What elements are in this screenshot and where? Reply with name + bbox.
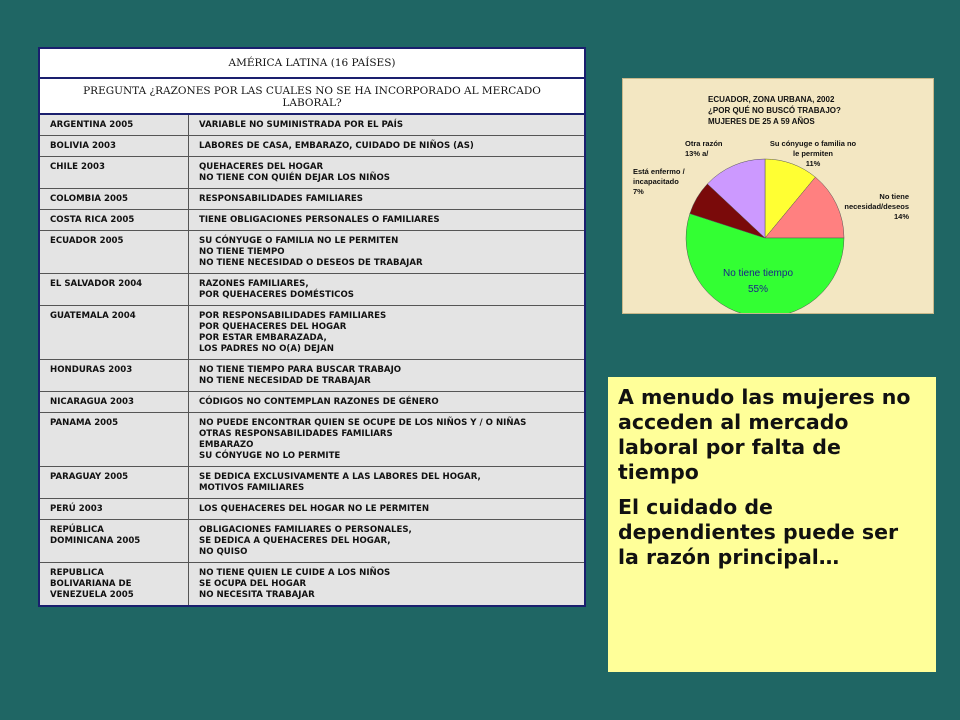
country-label: BOLIVARIANA DE bbox=[50, 579, 132, 589]
chart-title: ¿POR QUÉ NO BUSCÓ TRABAJO? bbox=[708, 106, 841, 115]
slice-label: incapacitado bbox=[633, 177, 679, 186]
reason-text: QUEHACERES DEL HOGAR bbox=[199, 162, 324, 172]
country-cell bbox=[40, 392, 189, 413]
country-cell bbox=[40, 563, 189, 606]
country-label: COSTA RICA 2005 bbox=[50, 215, 135, 225]
country-cell bbox=[40, 306, 189, 360]
reasons-cell bbox=[189, 210, 585, 231]
slice-label: Otra razón bbox=[685, 139, 723, 148]
country-label: BOLIVIA 2003 bbox=[50, 141, 116, 151]
reasons-cell bbox=[189, 136, 585, 157]
country-cell bbox=[40, 189, 189, 210]
table-row bbox=[40, 157, 584, 189]
reason-text: POR RESPONSABILIDADES FAMILIARES bbox=[199, 311, 387, 321]
table-row bbox=[40, 136, 584, 157]
table-row bbox=[40, 115, 584, 136]
slice-percent: 13% a/ bbox=[685, 149, 709, 158]
reason-text: VARIABLE NO SUMINISTRADA POR EL PAÍS bbox=[199, 120, 404, 130]
reason-text: NO TIENE TIEMPO PARA BUSCAR TRABAJO bbox=[199, 365, 402, 375]
table-row bbox=[40, 306, 584, 360]
note-paragraph-1: A menudo las mujeres no acceden al mercado laboral por falta de tiempo bbox=[618, 385, 911, 484]
reason-text: RAZONES FAMILIARES, bbox=[199, 279, 309, 289]
countries-table bbox=[38, 47, 586, 607]
note-paragraph-2: El cuidado de dependientes puede ser la razón principal… bbox=[618, 495, 899, 569]
country-label: DOMINICANA 2005 bbox=[50, 536, 141, 546]
reason-text: POR QUEHACERES DEL HOGAR bbox=[199, 322, 347, 332]
reason-text: NO QUISO bbox=[199, 547, 248, 557]
reason-text: RESPONSABILIDADES FAMILIARES bbox=[199, 194, 363, 204]
country-cell bbox=[40, 231, 189, 274]
table-row bbox=[40, 210, 584, 231]
reasons-cell bbox=[189, 520, 585, 563]
table-question: PREGUNTA ¿RAZONES POR LAS CUALES NO SE HA INCORPORADO AL MERCADO LABORAL? bbox=[40, 79, 584, 115]
table-row bbox=[40, 392, 584, 413]
country-label: VENEZUELA 2005 bbox=[50, 590, 134, 600]
reason-text: LABORES DE CASA, EMBARAZO, CUIDADO DE NIÑOS (AS) bbox=[199, 141, 474, 151]
pie-chart-panel bbox=[622, 78, 934, 314]
table-row bbox=[40, 467, 584, 499]
slice-label: No tiene bbox=[879, 192, 909, 201]
slice-label: Está enfermo / bbox=[633, 167, 685, 176]
country-label: PARAGUAY 2005 bbox=[50, 472, 129, 482]
reason-text: SU CÓNYUGE NO LO PERMITE bbox=[199, 451, 341, 461]
reason-text: POR ESTAR EMBARAZADA, bbox=[199, 333, 327, 343]
slice-label: necesidad/deseos bbox=[844, 202, 909, 211]
chart-title: MUJERES DE 25 A 59 AÑOS bbox=[708, 117, 815, 126]
country-cell bbox=[40, 499, 189, 520]
country-cell bbox=[40, 520, 189, 563]
reasons-cell bbox=[189, 563, 585, 606]
country-label: PANAMA 2005 bbox=[50, 418, 119, 428]
reasons-cell bbox=[189, 499, 585, 520]
reason-text: SE DEDICA A QUEHACERES DEL HOGAR, bbox=[199, 536, 391, 546]
slice-percent: 7% bbox=[633, 187, 644, 196]
country-cell bbox=[40, 157, 189, 189]
table-row bbox=[40, 231, 584, 274]
reasons-cell bbox=[189, 360, 585, 392]
reason-text: MOTIVOS FAMILIARES bbox=[199, 483, 305, 493]
chart-title: ECUADOR, ZONA URBANA, 2002 bbox=[708, 95, 835, 104]
slice-label: No tiene tiempo bbox=[722, 268, 794, 279]
reason-text: LOS QUEHACERES DEL HOGAR NO LE PERMITEN bbox=[199, 504, 430, 514]
reason-text: SE OCUPA DEL HOGAR bbox=[199, 579, 307, 589]
table-row bbox=[40, 413, 584, 467]
slice-label: Su cónyuge o familia no bbox=[769, 139, 857, 148]
reason-text: NO PUEDE ENCONTRAR QUIEN SE OCUPE DE LOS NIÑOS Y / O NIÑAS bbox=[199, 418, 527, 428]
slice-label: le permiten bbox=[792, 149, 834, 158]
slice-percent: 11% bbox=[805, 159, 821, 168]
reason-text: CÓDIGOS NO CONTEMPLAN RAZONES DE GÉNERO bbox=[199, 397, 439, 407]
country-cell bbox=[40, 210, 189, 231]
table-row bbox=[40, 189, 584, 210]
reason-text: NO TIENE NECESIDAD O DESEOS DE TRABAJAR bbox=[199, 258, 423, 268]
country-label: REPÚBLICA bbox=[50, 525, 104, 535]
reasons-cell bbox=[189, 157, 585, 189]
table-row bbox=[40, 499, 584, 520]
reason-text: OBLIGACIONES FAMILIARES O PERSONALES, bbox=[199, 525, 412, 535]
country-label: REPUBLICA bbox=[50, 568, 104, 578]
pie-chart bbox=[623, 79, 933, 313]
reason-text: NO TIENE QUIEN LE CUIDE A LOS NIÑOS bbox=[199, 568, 391, 578]
country-cell bbox=[40, 115, 189, 136]
country-label: HONDURAS 2003 bbox=[50, 365, 133, 375]
reasons-table bbox=[40, 115, 584, 605]
country-label: PERÚ 2003 bbox=[50, 504, 103, 514]
country-label: EL SALVADOR 2004 bbox=[50, 279, 143, 289]
reason-text: NO TIENE NECESIDAD DE TRABAJAR bbox=[199, 376, 371, 386]
country-label: ECUADOR 2005 bbox=[50, 236, 124, 246]
table-row bbox=[40, 563, 584, 606]
reason-text: EMBARAZO bbox=[199, 440, 254, 450]
table-row bbox=[40, 520, 584, 563]
reasons-cell bbox=[189, 413, 585, 467]
note-box bbox=[608, 377, 936, 672]
country-cell bbox=[40, 274, 189, 306]
reasons-cell bbox=[189, 115, 585, 136]
country-label: ARGENTINA 2005 bbox=[50, 120, 134, 130]
reason-text: OTRAS RESPONSABILIDADES FAMILIARS bbox=[199, 429, 393, 439]
reason-text: LOS PADRES NO O(A) DEJAN bbox=[199, 344, 334, 354]
table-title: AMÉRICA LATINA (16 PAÍSES) bbox=[40, 49, 584, 79]
reason-text: SE DEDICA EXCLUSIVAMENTE A LAS LABORES DEL HOGAR, bbox=[199, 472, 481, 482]
reasons-cell bbox=[189, 231, 585, 274]
reasons-cell bbox=[189, 467, 585, 499]
table-row bbox=[40, 360, 584, 392]
slice-percent: 14% bbox=[893, 212, 909, 221]
country-cell bbox=[40, 136, 189, 157]
reason-text: NO NECESITA TRABAJAR bbox=[199, 590, 315, 600]
reasons-cell bbox=[189, 189, 585, 210]
reasons-cell bbox=[189, 392, 585, 413]
country-label: NICARAGUA 2003 bbox=[50, 397, 134, 407]
reason-text: NO TIENE CON QUIÉN DEJAR LOS NIÑOS bbox=[199, 173, 391, 183]
country-label: COLOMBIA 2005 bbox=[50, 194, 128, 204]
country-label: CHILE 2003 bbox=[50, 162, 105, 172]
country-label: GUATEMALA 2004 bbox=[50, 311, 136, 321]
reason-text: POR QUEHACERES DOMÉSTICOS bbox=[199, 290, 354, 300]
reasons-cell bbox=[189, 306, 585, 360]
country-cell bbox=[40, 413, 189, 467]
country-cell bbox=[40, 467, 189, 499]
reason-text: NO TIENE TIEMPO bbox=[199, 247, 285, 257]
slice-percent: 55% bbox=[747, 284, 769, 295]
reason-text: SU CÓNYUGE O FAMILIA NO LE PERMITEN bbox=[199, 236, 399, 246]
reasons-cell bbox=[189, 274, 585, 306]
reason-text: TIENE OBLIGACIONES PERSONALES O FAMILIARES bbox=[199, 215, 440, 225]
table-row bbox=[40, 274, 584, 306]
country-cell bbox=[40, 360, 189, 392]
